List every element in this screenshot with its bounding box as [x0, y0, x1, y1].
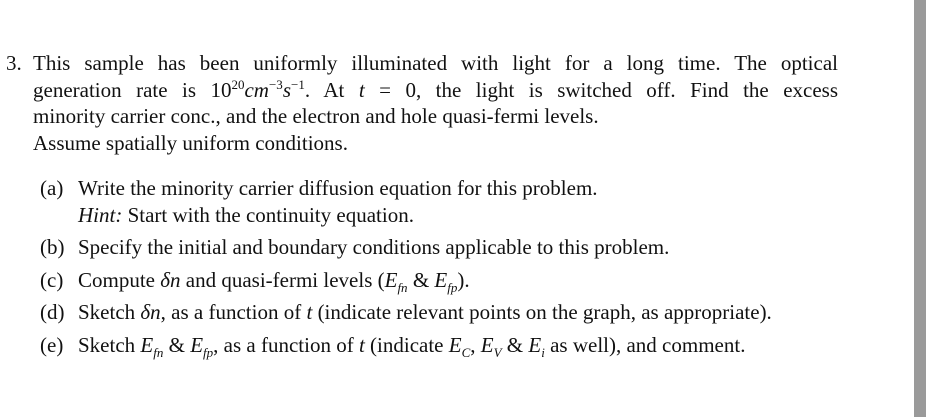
part-b-label: (b) — [40, 235, 65, 259]
part-a — [40, 175, 880, 228]
part-d-text-mid: , as a function of — [160, 300, 307, 324]
part-d-text-post: (indicate relevant points on the graph, as appropriate). — [312, 300, 772, 324]
efp-symbol: E — [434, 267, 448, 292]
unit-s: s — [282, 77, 291, 102]
part-c-text — [78, 267, 880, 294]
scrollbar[interactable] — [914, 0, 926, 417]
at-text: . At — [304, 77, 359, 102]
part-e-text-mid2: (indicate — [364, 332, 449, 357]
efp-subscript: fp — [203, 344, 214, 360]
part-a-label: (a) — [40, 176, 64, 200]
part-d-label: (d) — [40, 300, 65, 324]
switch-off-text: = 0, the light is switched off. Find the excess — [364, 77, 838, 102]
hint-label: Hint: — [78, 202, 123, 227]
efn-symbol: E — [140, 332, 154, 357]
generation-rate-text: generation rate is 10 — [33, 77, 232, 102]
problem-statement — [33, 50, 873, 156]
ampersand: & — [407, 267, 435, 292]
efn-symbol: E — [384, 267, 398, 292]
exponent-minus-1: −1 — [291, 76, 305, 92]
statement-line-1: This sample has been uniformly illuminated with light for a long time. The optical — [33, 51, 838, 75]
part-e-text-mid: , as a function of — [213, 332, 359, 357]
efp-symbol: E — [190, 332, 204, 357]
part-e-text-post: as well), and comment. — [544, 332, 746, 357]
exponent-20: 20 — [231, 76, 245, 92]
part-b-text: Specify the initial and boundary conditions applicable to this problem. — [78, 235, 670, 259]
sub-questions — [40, 175, 880, 358]
part-d-text — [78, 299, 880, 326]
delta-n: δn — [160, 267, 181, 292]
statement-line-2 — [33, 77, 838, 104]
ei-subscript: i — [541, 344, 545, 360]
part-e-text — [78, 332, 880, 359]
part-a-hint — [78, 202, 880, 229]
part-e-text-pre: Sketch — [78, 332, 141, 357]
part-d — [40, 299, 880, 326]
part-c-text-mid: and quasi-fermi levels ( — [180, 267, 385, 292]
exponent-minus-3: −3 — [268, 76, 283, 92]
efn-subscript: fn — [397, 279, 408, 295]
part-c-text-post: ). — [457, 267, 470, 292]
ei-symbol: E — [528, 332, 542, 357]
problem-number: 3. — [6, 51, 22, 75]
ampersand: & — [163, 332, 191, 357]
unit-cm: cm — [244, 77, 269, 102]
statement-line-4: Assume spatially uniform conditions. — [33, 130, 348, 155]
part-c-label: (c) — [40, 267, 64, 292]
part-d-text-pre: Sketch — [78, 300, 141, 324]
part-c — [40, 267, 880, 294]
ampersand: & — [501, 332, 529, 357]
variable-t: t — [358, 77, 365, 102]
ev-subscript: V — [493, 344, 502, 360]
delta-n: δn — [140, 300, 161, 324]
part-b — [40, 234, 880, 261]
ev-symbol: E — [480, 332, 494, 357]
variable-t: t — [306, 300, 313, 324]
ec-symbol: E — [448, 332, 462, 357]
part-e — [40, 332, 880, 359]
statement-line-3: minority carrier conc., and the electron and hole quasi-fermi levels. — [33, 104, 599, 128]
efn-subscript: fn — [153, 344, 164, 360]
efp-subscript: fp — [447, 279, 458, 295]
comma: , — [470, 332, 481, 357]
ec-subscript: C — [461, 344, 471, 360]
variable-t: t — [358, 332, 365, 357]
part-e-label: (e) — [40, 332, 64, 357]
part-a-text: Write the minority carrier diffusion equation for this problem. — [78, 176, 598, 200]
hint-text: Start with the continuity equation. — [122, 202, 414, 227]
part-c-text-pre: Compute — [78, 267, 161, 292]
